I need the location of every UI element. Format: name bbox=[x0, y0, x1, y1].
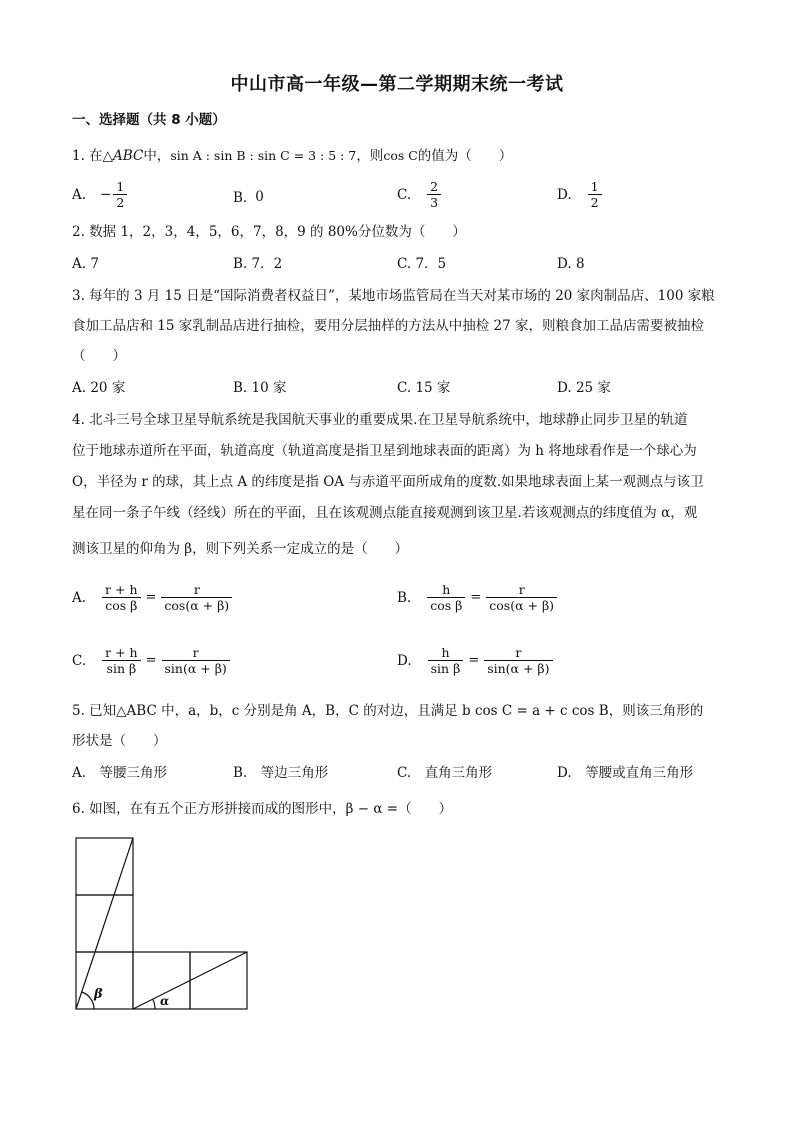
q4-option-c[interactable]: C. $\frac{r + h}{\text{sin β}}$ = $\frac{r}{\sin(\alpha + \beta)}$ bbox=[72, 645, 232, 676]
q5-option-b[interactable]: B. 等边三角形 bbox=[233, 765, 329, 781]
q1-option-b[interactable]: B. 0 bbox=[233, 189, 264, 206]
q2-option-a[interactable]: A. 7 bbox=[72, 256, 99, 272]
question-3-line-1: 3. 每年的 3 月 15 日是“国际消费者权益日”，某地市场监管局在当天对某市场的 20 家肉制品店、100 家粮 bbox=[72, 288, 715, 304]
square-top bbox=[76, 838, 133, 895]
q1-ratio: sin A : sin B : sin C = 3 : 5 : 7 bbox=[170, 148, 357, 163]
q1-prefix: 1. 在 bbox=[72, 148, 103, 164]
question-5-line-1: 5. 已知△ABC 中，a，b，c 分别是角 A，B，C 的对边，且满足 b cos C = a + c cos B，则该三角形的 bbox=[72, 703, 704, 719]
question-4-line-3: O，半径为 r 的球，其上点 A 的纬度是指 OA 与赤道平面所成角的度数.如果地球表面上某一观测点与该卫 bbox=[72, 474, 704, 490]
q5-option-c[interactable]: C. 直角三角形 bbox=[397, 765, 493, 781]
question-4-line-1: 4. 北斗三号全球卫星导航系统是我国航天事业的重要成果.在卫星导航系统中，地球静止同步卫星的轨道 bbox=[72, 412, 688, 428]
q1-mid: 中， bbox=[143, 148, 171, 164]
question-3-line-2: 食加工品店和 15 家乳制品店进行抽检，要用分层抽样的方法从中抽检 27 家，则粮食加工品店需要被抽检 bbox=[72, 318, 705, 334]
question-6-stem: 6. 如图，在有五个正方形拼接而成的图形中，β − α =（ ） bbox=[72, 801, 453, 817]
q3-option-a[interactable]: A. 20 家 bbox=[72, 380, 126, 396]
question-3-line-3: （ ） bbox=[72, 348, 126, 364]
section-heading: 一、选择题（共 8 小题） bbox=[72, 112, 226, 128]
question-2-stem: 2. 数据 1，2，3，4，5，6，7，8，9 的 80%分位数为（ ） bbox=[72, 224, 466, 240]
q4-option-b[interactable]: B. $\frac{h}{\text{cos β}}$ = $\frac{r}{\cos(\alpha + \beta)}$ bbox=[397, 582, 559, 613]
q2-option-b[interactable]: B. 7．2 bbox=[233, 256, 283, 272]
question-4-line-5: 测该卫星的仰角为 β，则下列关系一定成立的是（ ） bbox=[72, 541, 409, 557]
diagonal-beta-line bbox=[76, 838, 133, 1009]
beta-arc bbox=[82, 992, 94, 1009]
q1-mid2: ，则 bbox=[356, 148, 384, 164]
question-1-stem bbox=[72, 146, 512, 166]
page-title: 中山市高一年级—第二学期期末统一考试 bbox=[230, 74, 564, 95]
q4-option-a[interactable]: A. $\frac{r + h}{\text{cos β}}$ = $\frac{r}{\cos(\alpha + \beta)}$ bbox=[72, 582, 234, 613]
q5-option-a[interactable]: A. 等腰三角形 bbox=[72, 765, 168, 781]
q1-option-d[interactable]: D. $\frac{1}{2}$ bbox=[557, 179, 604, 210]
question-4-line-2: 位于地球赤道所在平面，轨道高度（轨道高度是指卫星到地球表面的距离）为 h 将地球看作是一个球心为 bbox=[72, 443, 697, 459]
q3-option-d[interactable]: D. 25 家 bbox=[557, 380, 611, 396]
q1-triangle: △ABC bbox=[102, 148, 144, 164]
alpha-arc bbox=[153, 999, 155, 1009]
q1-suffix: 的值为（ ） bbox=[417, 148, 513, 164]
q3-option-c[interactable]: C. 15 家 bbox=[397, 380, 451, 396]
q3-option-b[interactable]: B. 10 家 bbox=[233, 380, 287, 396]
square-bottom-left bbox=[76, 952, 133, 1009]
q1-cos: cos C bbox=[383, 148, 418, 163]
square-bottom-right bbox=[190, 952, 247, 1009]
question-5-line-2: 形状是（ ） bbox=[72, 733, 167, 749]
question-4-line-4: 星在同一条子午线（经线）所在的平面，且在该观测点能直接观测到该卫星.若该观测点的纬度值为 α，观 bbox=[72, 505, 698, 521]
q1-option-c[interactable]: C. $\frac{2}{3}$ bbox=[397, 179, 443, 210]
alpha-label: α bbox=[160, 994, 170, 1008]
q5-option-d[interactable]: D. 等腰或直角三角形 bbox=[557, 765, 694, 781]
q2-option-d[interactable]: D. 8 bbox=[557, 256, 585, 272]
q4-option-d[interactable]: D. $\frac{h}{\text{sin β}}$ = $\frac{r}{\sin(\alpha + \beta)}$ bbox=[397, 645, 555, 676]
beta-label: β bbox=[94, 987, 103, 1002]
five-squares-figure bbox=[72, 834, 252, 1016]
q1-option-a[interactable]: A. − $\frac{1}{2}$ bbox=[72, 179, 129, 210]
q2-option-c[interactable]: C. 7．5 bbox=[397, 256, 447, 272]
